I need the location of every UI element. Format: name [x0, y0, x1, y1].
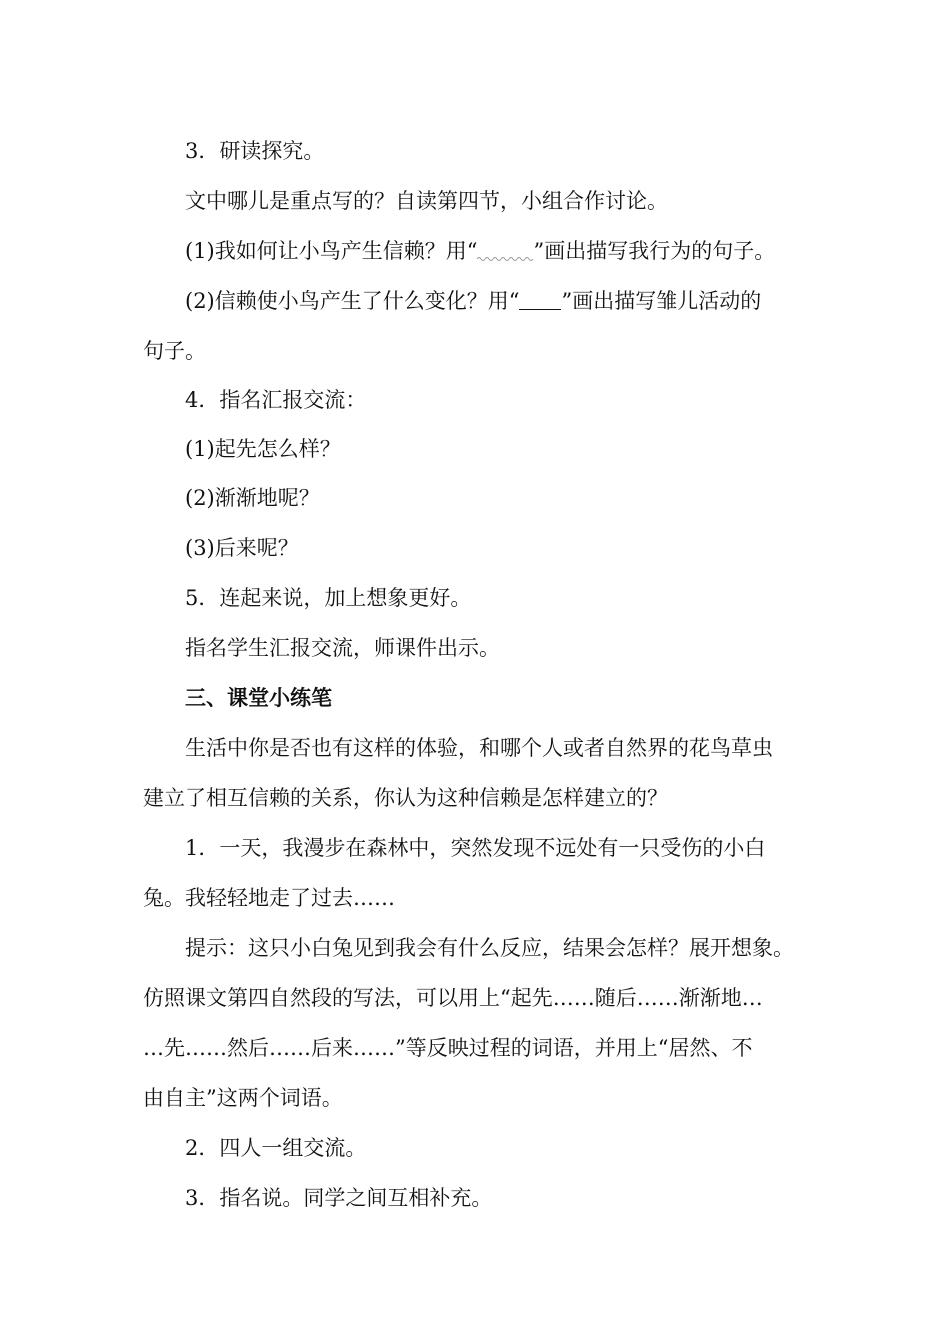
- step-5-heading: 5．连起来说，加上想象更好。: [185, 586, 472, 610]
- wavy-underline-mark: [477, 240, 533, 262]
- hint-line-2: 仿照课文第四自然段的写法，可以用上“起先……随后……渐渐地…: [143, 986, 763, 1010]
- question-1: [185, 236, 875, 266]
- sub-question-1: (1)起先怎么样？: [185, 437, 341, 461]
- step-4-heading: 4．指名汇报交流：: [185, 388, 367, 412]
- exercise-item-2: 2．四人一组交流。: [185, 1136, 367, 1160]
- sub-question-2: (2)渐渐地呢？: [185, 486, 320, 510]
- exercise-item-1-line-2: 兔。我轻轻地走了过去……: [143, 886, 395, 910]
- section-title: 三、课堂小练笔: [185, 685, 332, 710]
- question-2-suffix: ”画出描写雏儿活动的: [561, 289, 762, 313]
- sub-question-3: (3)后来呢？: [185, 536, 299, 560]
- exercise-prompt-line-1: 生活中你是否也有这样的体验，和哪个人或者自然界的花鸟草虫: [185, 736, 773, 760]
- question-1-suffix: ”画出描写我行为的句子。: [533, 239, 776, 263]
- exercise-prompt-line-2: 建立了相互信赖的关系，你认为这种信赖是怎样建立的？: [143, 786, 668, 810]
- step-3-heading: 3．研读探究。: [185, 139, 325, 163]
- question-2-prefix: (2)信赖使小鸟产生了什么变化？用“: [185, 289, 520, 313]
- question-2: [185, 286, 875, 316]
- straight-underline-mark: [519, 291, 561, 310]
- exercise-item-3: 3．指名说。同学之间互相补充。: [185, 1186, 493, 1210]
- hint-line-1: 提示：这只小白兔见到我会有什么反应，结果会怎样？展开想象。: [185, 936, 794, 960]
- hint-line-4: 由自主”这两个词语。: [143, 1086, 343, 1110]
- question-2-continued: 句子。: [143, 339, 206, 363]
- instruction-text: 文中哪儿是重点写的？自读第四节，小组合作讨论。: [185, 189, 668, 213]
- teacher-note: 指名学生汇报交流，师课件出示。: [185, 636, 500, 660]
- question-1-prefix: (1)我如何让小鸟产生信赖？用“: [185, 239, 478, 263]
- hint-line-3: …先……然后……后来……”等反映过程的词语，并用上“居然、不: [143, 1036, 753, 1060]
- exercise-item-1-line-1: 1．一天，我漫步在森林中，突然发现不远处有一只受伤的小白: [185, 836, 766, 860]
